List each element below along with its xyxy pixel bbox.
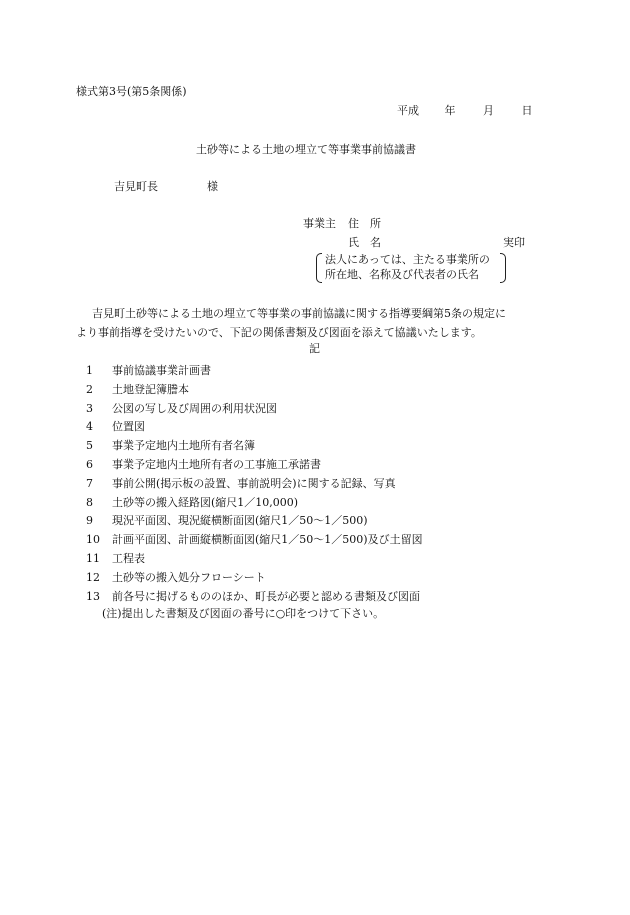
item-number: 4 [86,420,93,434]
corporate-note-line2: 所在地、名称及び代表者の氏名 [325,268,479,281]
date-line [397,105,533,116]
item-number: 11 [86,551,100,565]
item-number: 2 [86,382,93,396]
ki-heading: 記 [309,342,320,355]
item-text: 公図の写し及び周囲の利用状況図 [112,401,277,415]
date-day: 日 [521,104,533,117]
date-era: 平成 [397,104,419,117]
item-number: 8 [86,495,93,509]
item-number: 10 [86,533,100,547]
form-number: 様式第3号(第5条関係) [76,85,187,98]
item-number: 6 [86,457,93,471]
body-line2: より事前指導を受けたいので、下記の関係書類及び図面を添えて協議いたします。 [76,326,482,339]
item-number: 7 [86,476,93,490]
list-item [86,362,423,381]
list-item [86,531,423,550]
business-owner-label: 事業主 [303,217,336,230]
item-text: 土砂等の搬入経路図(縮尺1／10,000) [112,495,299,509]
item-number: 5 [86,439,93,453]
item-number: 1 [86,364,93,377]
item-text: 土地登記簿謄本 [112,382,189,396]
item-number: 9 [86,514,93,528]
list-item [86,418,423,437]
list-item [86,456,423,475]
list-item [86,475,423,494]
seal-label: 実印 [503,236,525,249]
list-item [86,569,423,588]
list-item [86,588,423,607]
corporate-note-line1: 法人にあっては、主たる事業所の [325,253,490,266]
document-title: 土砂等による土地の埋立て等事業事前協議書 [196,143,416,156]
item-number: 3 [86,401,93,415]
item-text: 事業予定地内土地所有者の工事施工承諾書 [112,457,321,471]
list-item [86,550,423,569]
item-text: 現況平面図、現況縦横断面図(縮尺1／50〜1／500) [112,514,368,528]
addressee-name: 吉見町長 [114,180,158,193]
item-text: 土砂等の搬入処分フローシート [112,570,266,584]
list-item [86,512,423,531]
body-paragraph [76,304,556,342]
body-line1: 吉見町土砂等による土地の埋立て等事業の事前協議に関する指導要綱第5条の規定に [92,307,506,320]
item-text: 位置図 [112,420,145,434]
left-bracket [316,253,322,283]
item-number: 12 [86,570,100,584]
item-text: 工程表 [112,551,145,565]
name-label: 氏 名 [348,236,381,249]
list-item [86,494,423,513]
item-text: 計画平面図、計画縦横断面図(縮尺1／50〜1／500)及び土留図 [112,533,423,547]
addressee-honorific: 様 [207,180,218,193]
address-label: 住 所 [348,217,381,230]
right-bracket [500,253,506,283]
item-number: 13 [86,589,100,603]
date-month: 月 [483,104,494,117]
list-item [86,381,423,400]
item-text: 事前協議事業計画書 [112,364,211,377]
item-text: 事業予定地内土地所有者名簿 [112,439,255,453]
list-item [86,400,423,419]
item-text: 事前公開(掲示板の設置、事前説明会)に関する記録、写真 [112,476,396,490]
footnote: (注)提出した書類及び図面の番号に○印をつけて下さい。 [102,607,385,620]
corporate-note [316,253,506,283]
attachment-list [86,362,423,606]
date-year: 年 [444,104,456,117]
item-text: 前各号に掲げるもののほか、町長が必要と認める書類及び図面 [112,589,420,603]
list-item [86,437,423,456]
